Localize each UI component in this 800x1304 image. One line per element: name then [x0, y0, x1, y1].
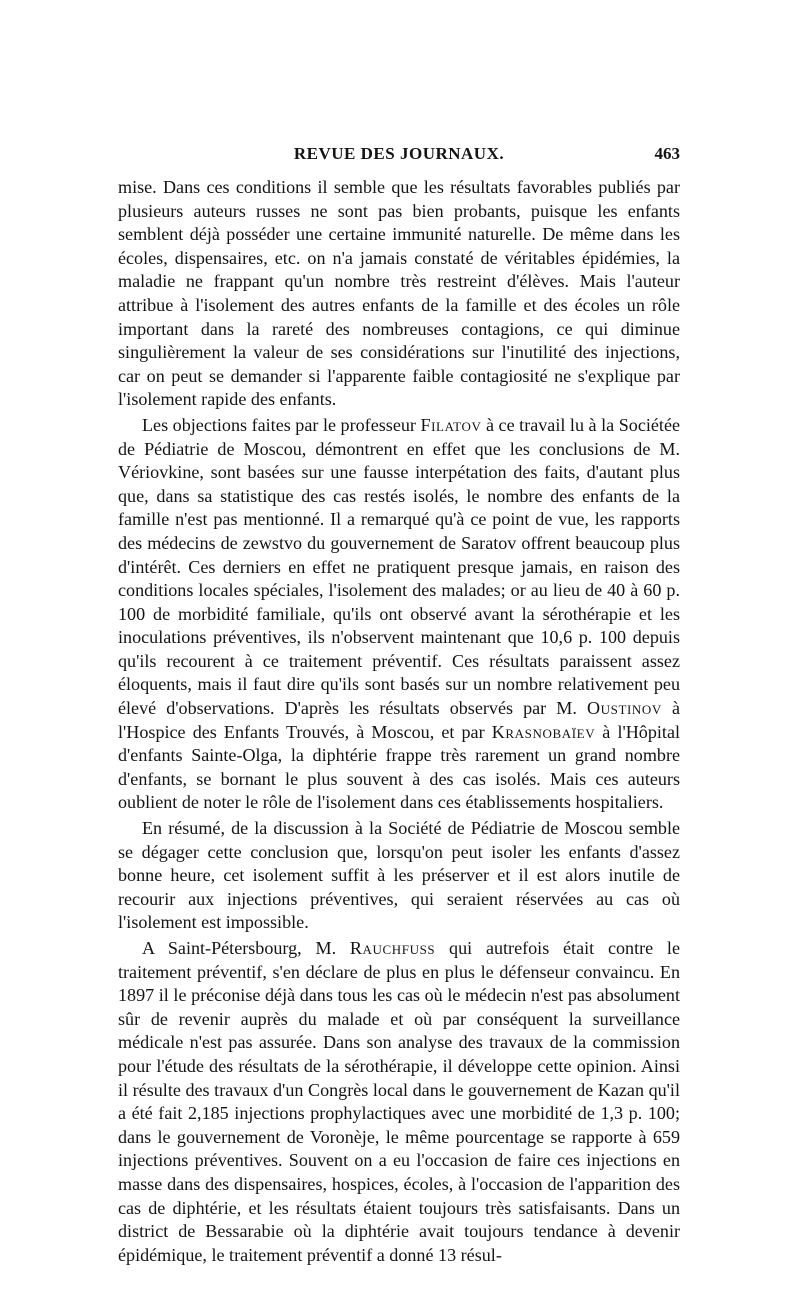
paragraph-text: à ce travail lu à la Sociétée de Pédiatrie de Moscou, démontrent en effet que les conclusions de M. Vériovkine, sont basées sur une fausse interpétation des faits, d'autant plus que, dans sa statistique des cas restés isolés, le nombre des enfants de la famille n'est pas mentionné. Il a remarqué qu'à ce point de vue, les rapports des médecins de zewstvo du gouvernement de Saratov offrent beaucoup plus d'intérêt. Ces derniers en effet ne pratiquent presque jamais, en raison des conditions locales spéciales, l'isolement des malades; or au lieu de 40 à 60 p. 100 de morbidité familiale, qu'ils ont observé avant la sérothérapie et les inoculations préventives, ils n'observent maintenant que 10,6 p. 100 depuis qu'ils recourent à ce traitement préventif. Ces résultats paraissent assez éloquents, mais il faut dire qu'ils sont basés sur un nombre relativement peu élevé d'observations. D'après les résultats observés par M.: [118, 414, 681, 719]
running-title: REVUE DES JOURNAUX.: [293, 144, 505, 163]
paragraph-text: qui autrefois était contre le traitement préventif, s'en déclare de plus en plus le défenseur convaincu. En 1897 il le préconise déjà dans tous les cas où le médecin n'est pas absolument sûr de revenir auprès du malade et où par conséquent la surveillance médicale n'est pas assurée. Dans son analyse des travaux de la commission pour l'étude des résultats de la sérothérapie, il développe cette opinion. Ainsi il résulte des travaux d'un Congrès local dans le gouvernement de Kazan qu'il a été fait 2,185 injections prophylactiques avec une morbidité de 1,3 p. 100; dans le gouvernement de Voronèje, le même pourcentage se rapporte à 659 injections préventives. Souvent on a eu l'occasion de faire ces injections en masse dans des dispensaires, hospices, écoles, à l'occasion de l'apparition des cas de diphtérie, et les résultats étaient toujours très satisfaisants. Dans un district de Bessarabie où la diphtérie avait toujours tendance à devenir épidémique, le traitement préventif a donné 13 résul-: [118, 938, 680, 1265]
author-name: Krasnobaïev: [491, 721, 596, 742]
author-name: Filatov: [420, 414, 482, 435]
body-text: [118, 176, 680, 1267]
page-number: 463: [654, 144, 680, 163]
paragraph: [118, 817, 680, 935]
author-name: Oustinov: [586, 698, 662, 719]
paragraph-text: En résumé, de la discussion à la Société de Pédiatrie de Moscou semble se dégager cette conclusion que, lorsqu'on peut isoler les enfants d'assez bonne heure, cet isolement suffit à les préserver et il est alors inutile de recourir aux injections préventives, qui seraient réservées au cas où l'isolement est impossible.: [118, 818, 680, 933]
paragraph-text: A Saint-Pétersbourg, M.: [142, 938, 350, 958]
paragraph: [118, 176, 680, 412]
paragraph: [118, 937, 680, 1267]
paragraph-text: à l'Hôpital d'enfants Sainte-Olga, la diphtérie frappe très rarement un grand nombre d'enfants, se bornant le plus souvent à des cas isolés. Mais ces auteurs oublient de noter le rôle de l'isolement dans ces établissements hospitaliers.: [118, 721, 680, 813]
paragraph: [118, 414, 680, 815]
paragraph-text: mise. Dans ces conditions il semble que les résultats favorables publiés par plusieurs auteurs russes ne sont pas bien probants, puisque les enfants semblent déjà posséder une certaine immunité naturelle. De même dans les écoles, dispensaires, etc. on n'a jamais constaté de véritables épidémies, la maladie ne frappant qu'un nombre très restreint d'élèves. Mais l'auteur attribue à l'isolement des autres enfants de la famille et des écoles un rôle important dans la rareté des nombreuses contagions, ce qui diminue singulièrement la valeur de ses considérations sur l'inutilité des injections, car on peut se demander si l'apparente faible contagiosité ne s'explique par l'isolement rapide des enfants.: [118, 177, 680, 410]
page-header: [118, 144, 680, 168]
paragraph-text: Les objections faites par le professeur: [142, 414, 421, 435]
paragraph-text: à l'Hospice des Enfants Trouvés, à Moscou, et par: [118, 698, 680, 742]
author-name: Rauchfuss: [349, 938, 436, 958]
